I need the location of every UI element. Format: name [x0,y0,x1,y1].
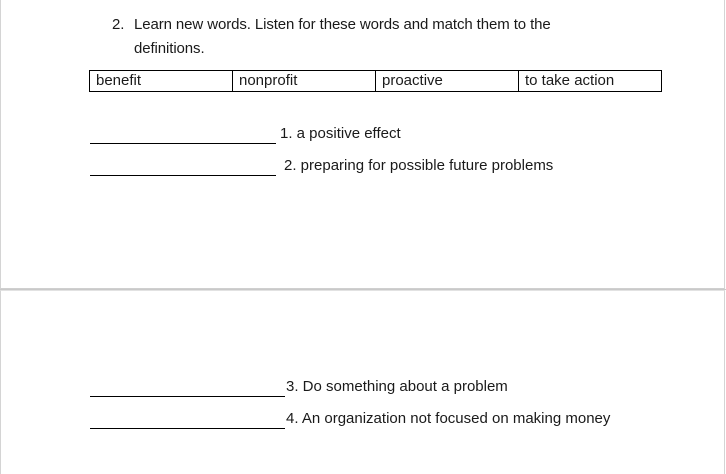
word-bank-cell-proactive: proactive [376,71,519,91]
instruction-line-1 [112,13,632,37]
instruction-line-1-text: Learn new words. Listen for these words and match them to the [134,16,551,33]
definition-text-1: 1. a positive effect [280,125,401,142]
instruction-line-2: definitions. [134,40,205,57]
definition-row-1 [90,124,401,144]
answer-blank-2[interactable] [90,157,276,176]
word-bank-cell-to-take-action: to take action [525,72,615,89]
answer-blank-4[interactable] [90,410,285,429]
instruction-number: 2. [112,16,125,33]
word-bank-table [89,70,662,92]
document-page-2 [0,290,725,474]
word-bank-cell-benefit: benefit [90,71,233,91]
answer-blank-1[interactable] [90,125,276,144]
definition-text-3: 3. Do something about a problem [286,378,508,395]
instruction-text [112,13,632,61]
definition-text-4: 4. An organization not focused on making money [286,410,611,427]
word-bank-cell-nonprofit: nonprofit [233,71,376,91]
definition-row-2 [90,156,553,176]
answer-blank-3[interactable] [90,378,285,397]
definition-row-4 [90,409,610,429]
definition-text-2: 2. preparing for possible future problems [284,157,554,174]
definition-row-3 [90,377,508,397]
